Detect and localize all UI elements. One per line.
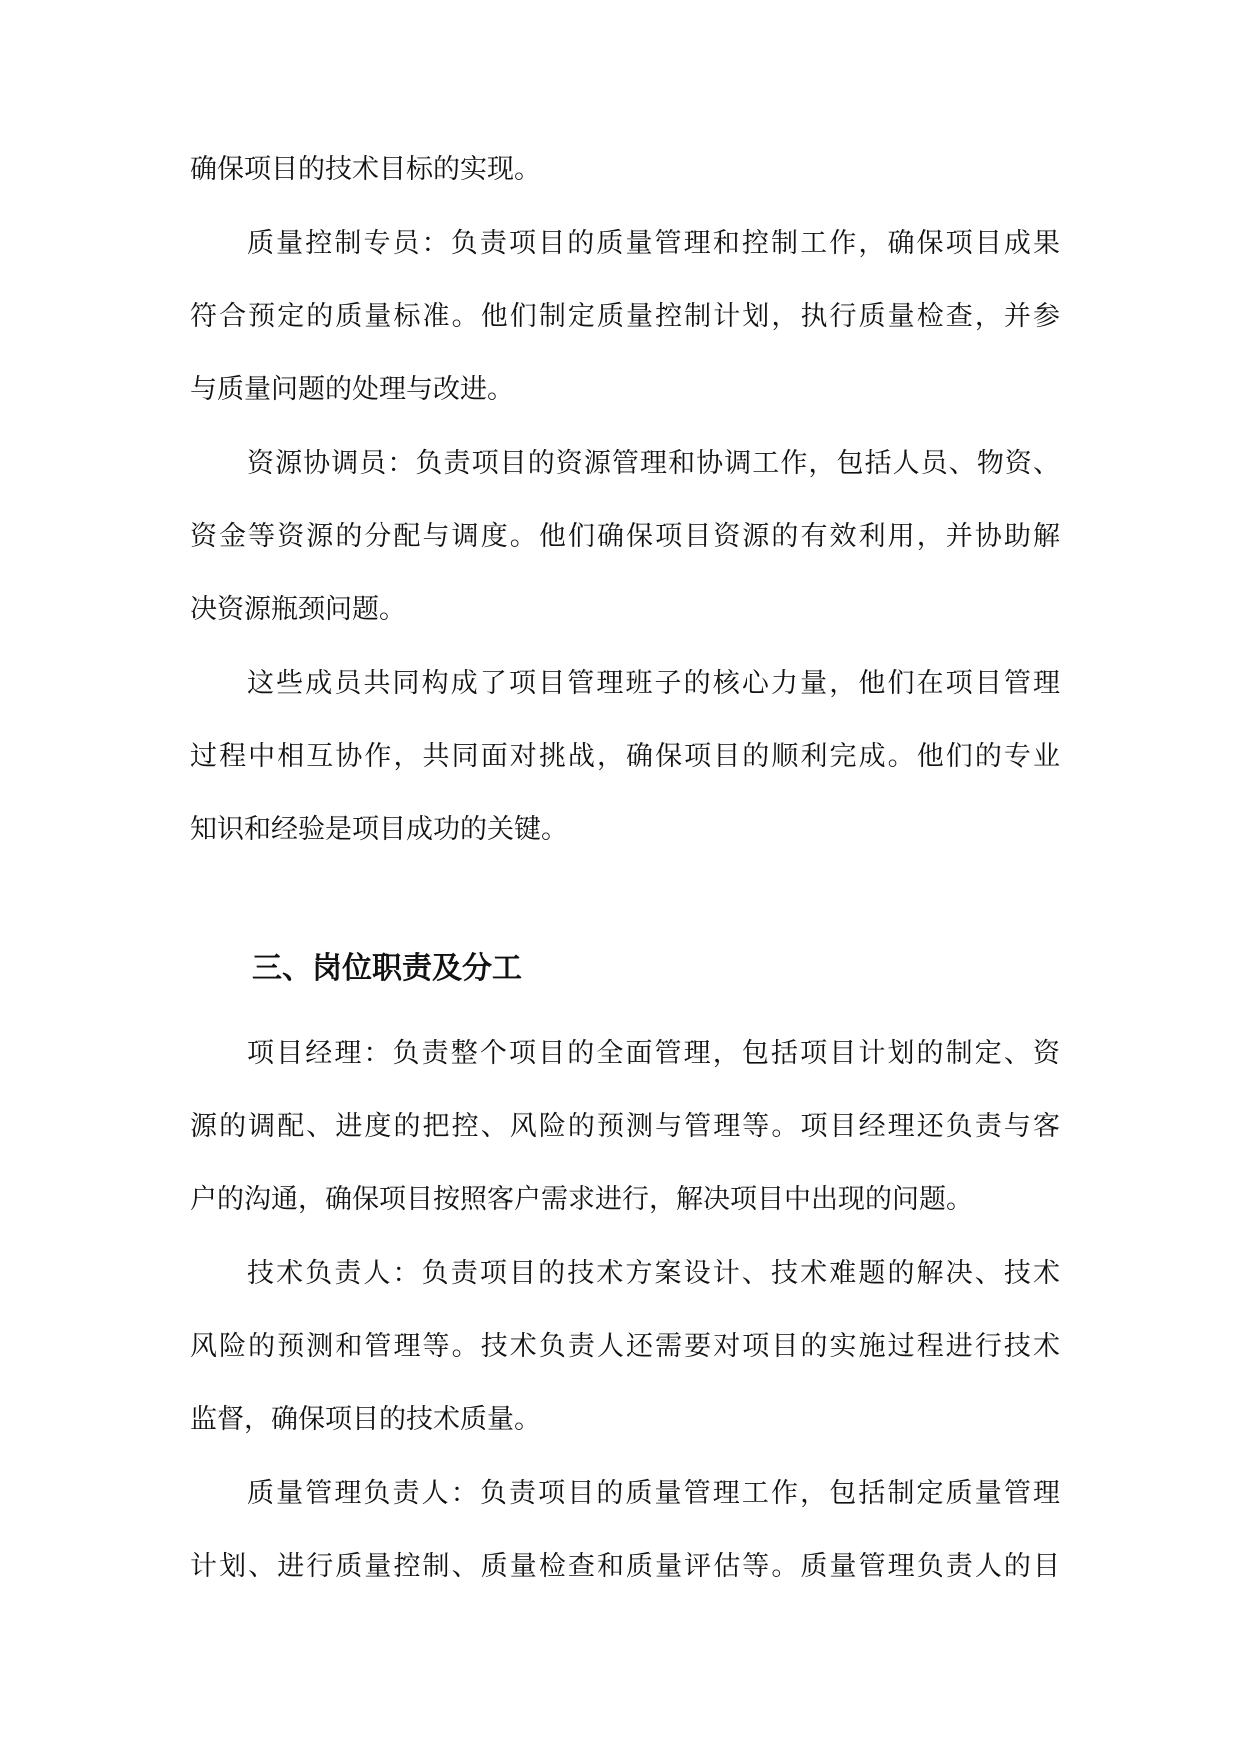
paragraph-line: 计划、进行质量控制、质量检查和质量评估等。质量管理负责人的目 — [190, 1551, 1060, 1582]
paragraph-line: 与质量问题的处理与改进。 — [190, 374, 514, 405]
paragraph-line: 资金等资源的分配与调度。他们确保项目资源的有效利用，并协助解 — [190, 521, 1060, 552]
paragraph-line: 风险的预测和管理等。技术负责人还需要对项目的实施过程进行技术 — [190, 1331, 1060, 1362]
paragraph-line: 资源协调员：负责项目的资源管理和协调工作，包括人员、物资、 — [247, 448, 1060, 479]
paragraph-line: 决资源瓶颈问题。 — [190, 594, 406, 625]
section-heading: 三、岗位职责及分工 — [252, 951, 522, 986]
paragraph-line: 过程中相互协作，共同面对挑战，确保项目的顺利完成。他们的专业 — [190, 741, 1060, 772]
paragraph-line: 户的沟通，确保项目按照客户需求进行，解决项目中出现的问题。 — [190, 1184, 973, 1215]
paragraph-line: 质量管理负责人：负责项目的质量管理工作，包括制定质量管理 — [247, 1478, 1060, 1509]
paragraph-line: 监督，确保项目的技术质量。 — [190, 1404, 541, 1435]
paragraph-line: 符合预定的质量标准。他们制定质量控制计划，执行质量检查，并参 — [190, 301, 1060, 332]
paragraph-line: 这些成员共同构成了项目管理班子的核心力量，他们在项目管理 — [247, 668, 1060, 699]
paragraph-line: 项目经理：负责整个项目的全面管理，包括项目计划的制定、资 — [247, 1038, 1060, 1069]
paragraph-line: 确保项目的技术目标的实现。 — [190, 154, 541, 185]
paragraph-line: 源的调配、进度的把控、风险的预测与管理等。项目经理还负责与客 — [190, 1111, 1060, 1142]
paragraph-line: 知识和经验是项目成功的关键。 — [190, 814, 568, 845]
paragraph-line: 技术负责人：负责项目的技术方案设计、技术难题的解决、技术 — [247, 1258, 1060, 1289]
paragraph-line: 质量控制专员：负责项目的质量管理和控制工作，确保项目成果 — [247, 228, 1060, 259]
